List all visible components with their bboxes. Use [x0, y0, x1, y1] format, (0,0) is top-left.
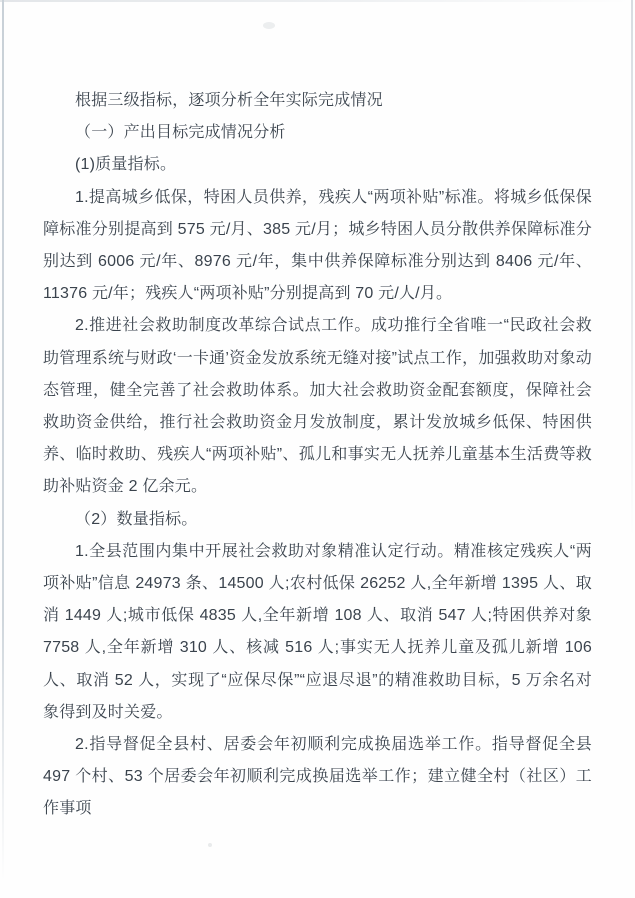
- heading-quantity-indicators: （2）数量指标。: [75, 510, 198, 528]
- scan-edge-right-line: [631, 0, 633, 540]
- scan-speck: [208, 843, 212, 847]
- heading-quality-indicators: (1)质量指标。: [75, 156, 177, 174]
- intro-line: 根据三级指标，逐项分析全年实际完成情况: [75, 92, 383, 109]
- document-text-block: [43, 85, 592, 826]
- heading-output-target-analysis: （一）产出目标完成情况分析: [75, 124, 286, 142]
- paragraph-precise-identification: 1.全县范围内集中开展社会救助对象精准认定行动。精准核定残疾人“两项补贴”信息 24973 条、14500 人;农村低保 26252 人,全年新增 1395 人、取消 1449 人;城市低保 4835 人,全年新增 108 人、取消 547 人;特困供养对象 7758 人,全年新增 310 人、核减 516 人;事实无人抚养儿童及孤儿新增 106 人、取消 52 人，实现了“应保尽保”“应退尽退”的精准救助目标，5 万余名对象得到及时关爱。: [43, 542, 592, 721]
- paragraph-assistance-reform: 2.推进社会救助制度改革综合试点工作。成功推行全省唯一“民政社会救助管理系统与财政‘一卡通’资金发放系统无缝对接”试点工作，加强救助对象动态管理，健全完善了社会救助体系。加大社会救助资金配套额度，保障社会救助资金供给，推行社会救助资金月发放制度，累计发放城乡低保、特困供养、临时救助、残疾人“两项补贴”、孤儿和事实无人抚养儿童基本生活费等救助补贴资金 2 亿余元。: [43, 317, 592, 496]
- scan-edge-left-line: [2, 0, 4, 882]
- paragraph-village-elections: 2.指导督促全县村、居委会年初顺利完成换届选举工作。指导督促全县 497 个村、53 个居委会年初顺利完成换届选举工作；建立健全村（社区）工作事项: [43, 736, 592, 818]
- paragraph-subsidy-standards: 1.提高城乡低保，特困人员供养，残疾人“两项补贴”标准。将城乡低保保障标准分别提高到 575 元/月、385 元/月；城乡特困人员分散供养保障标准分别达到 6006 元/年、8976 元/年，集中供养保障标准分别达到 8406 元/年、11376 元/年；残疾人“两项补贴”分别提高到 70 元/人/月。: [43, 188, 592, 303]
- scan-edge-top-line: [0, 0, 635, 2]
- scan-speck: [263, 22, 275, 29]
